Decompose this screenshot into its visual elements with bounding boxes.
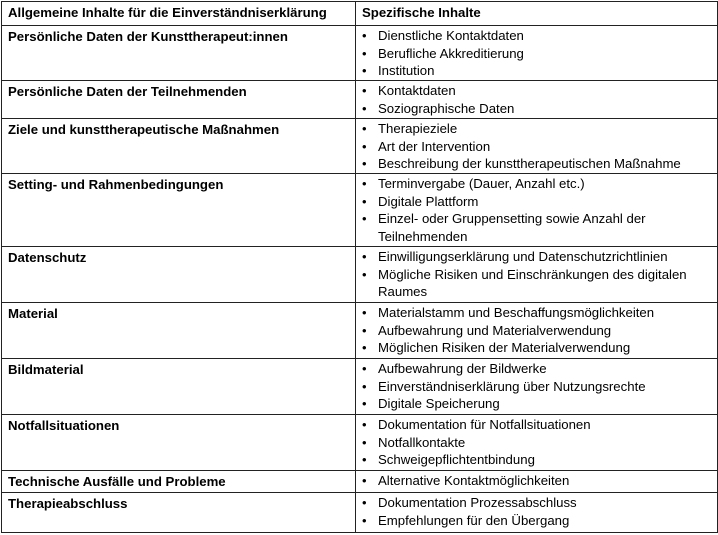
list-item-text: Soziographische Daten xyxy=(378,100,515,116)
bullet-icon: • xyxy=(362,211,367,226)
list-item xyxy=(360,451,711,469)
list-item xyxy=(360,82,711,100)
list-item xyxy=(360,248,711,266)
bullet-icon: • xyxy=(362,452,367,467)
specific-contents-cell xyxy=(356,81,718,119)
list-item-text: Alternative Kontaktmöglichkeiten xyxy=(378,473,570,488)
bullet-icon: • xyxy=(362,305,367,320)
bullet-icon: • xyxy=(362,512,367,528)
table-row xyxy=(2,119,718,174)
list-item-text: Kontaktdaten xyxy=(378,83,456,98)
list-item-text: Schweigepflichtentbindung xyxy=(378,452,535,467)
bullet-icon: • xyxy=(362,340,367,355)
list-item xyxy=(360,322,711,340)
list-item xyxy=(360,395,711,413)
table-row xyxy=(2,81,718,119)
specific-contents-cell xyxy=(356,247,718,303)
list-item xyxy=(360,512,711,530)
list-item xyxy=(360,175,711,193)
table-row xyxy=(2,247,718,303)
category-cell: Persönliche Daten der Teilnehmenden xyxy=(2,81,356,119)
list-item-text: Einverständniserklärung über Nutzungsrechte xyxy=(378,378,646,394)
category-cell: Ziele und kunsttherapeutische Maßnahmen xyxy=(2,119,356,174)
bullet-icon: • xyxy=(362,83,367,98)
list-item xyxy=(360,138,711,156)
specific-contents-cell xyxy=(356,174,718,247)
table-row xyxy=(2,26,718,81)
bullet-icon: • xyxy=(362,249,367,264)
bullet-list xyxy=(360,82,711,117)
specific-contents-cell xyxy=(356,26,718,81)
bullet-list xyxy=(360,120,711,173)
specific-contents-cell xyxy=(356,359,718,415)
bullet-icon: • xyxy=(362,176,367,191)
specific-contents-cell xyxy=(356,119,718,174)
bullet-list xyxy=(360,472,711,490)
table-header-row xyxy=(2,2,718,26)
bullet-icon: • xyxy=(362,396,367,411)
list-item-text: Terminvergabe (Dauer, Anzahl etc.) xyxy=(378,176,585,191)
list-item xyxy=(360,339,711,357)
list-item xyxy=(360,193,711,211)
list-item xyxy=(360,304,711,322)
table-row xyxy=(2,303,718,359)
table-row xyxy=(2,174,718,247)
list-item-text: Art der Intervention xyxy=(378,138,491,154)
bullet-icon: • xyxy=(362,193,367,209)
list-item xyxy=(360,434,711,452)
list-item-text: Beschreibung der kunsttherapeutischen Maßnahme xyxy=(378,156,681,171)
bullet-icon: • xyxy=(362,138,367,154)
list-item-text: Möglichen Risiken der Materialverwendung xyxy=(378,340,631,355)
list-item-text: Digitale Speicherung xyxy=(378,396,500,411)
bullet-icon: • xyxy=(362,361,367,376)
bullet-icon: • xyxy=(362,322,367,338)
list-item-text: Institution xyxy=(378,63,435,78)
list-item xyxy=(360,472,711,490)
list-item-text: Digitale Plattform xyxy=(378,193,479,209)
specific-contents-cell xyxy=(356,303,718,359)
category-cell: Setting- und Rahmenbedingungen xyxy=(2,174,356,247)
table-row xyxy=(2,415,718,471)
list-item xyxy=(360,62,711,80)
list-item xyxy=(360,416,711,434)
bullet-icon: • xyxy=(362,121,367,136)
list-item-text: Dokumentation für Notfallsituationen xyxy=(378,417,591,432)
bullet-icon: • xyxy=(362,63,367,78)
list-item-text: Aufbewahrung der Bildwerke xyxy=(378,361,547,376)
specific-contents-cell xyxy=(356,471,718,493)
list-item-text: Mögliche Risiken und Einschränkungen des digitalen Raumes xyxy=(378,266,687,299)
bullet-icon: • xyxy=(362,45,367,61)
specific-contents-cell xyxy=(356,493,718,533)
category-cell: Bildmaterial xyxy=(2,359,356,415)
list-item-text: Einzel- oder Gruppensetting sowie Anzahl der Teilnehmenden xyxy=(378,211,646,244)
column-header-general: Allgemeine Inhalte für die Einverständniserklärung xyxy=(2,2,356,26)
bullet-list xyxy=(360,360,711,413)
list-item-text: Empfehlungen für den Übergang xyxy=(378,512,570,528)
list-item xyxy=(360,120,711,138)
category-cell: Persönliche Daten der Kunsttherapeut:innen xyxy=(2,26,356,81)
bullet-list xyxy=(360,494,711,529)
bullet-icon: • xyxy=(362,266,367,282)
list-item xyxy=(360,378,711,396)
list-item-text: Notfallkontakte xyxy=(378,434,466,450)
bullet-list xyxy=(360,248,711,301)
bullet-icon: • xyxy=(362,28,367,43)
bullet-icon: • xyxy=(362,434,367,450)
column-header-specific: Spezifische Inhalte xyxy=(356,2,718,26)
list-item xyxy=(360,100,711,118)
list-item xyxy=(360,266,711,301)
bullet-icon: • xyxy=(362,473,367,488)
list-item xyxy=(360,155,711,173)
category-cell: Therapieabschluss xyxy=(2,493,356,533)
bullet-icon: • xyxy=(362,378,367,394)
bullet-icon: • xyxy=(362,417,367,432)
category-cell: Datenschutz xyxy=(2,247,356,303)
list-item xyxy=(360,27,711,45)
list-item-text: Therapieziele xyxy=(378,121,458,136)
category-cell: Material xyxy=(2,303,356,359)
list-item-text: Dokumentation Prozessabschluss xyxy=(378,495,577,510)
list-item-text: Berufliche Akkreditierung xyxy=(378,45,524,61)
list-item xyxy=(360,494,711,512)
bullet-icon: • xyxy=(362,495,367,510)
consent-contents-table xyxy=(1,1,718,533)
specific-contents-cell xyxy=(356,415,718,471)
list-item-text: Dienstliche Kontaktdaten xyxy=(378,28,524,43)
bullet-list xyxy=(360,304,711,357)
table-row xyxy=(2,471,718,493)
bullet-list xyxy=(360,27,711,80)
list-item xyxy=(360,360,711,378)
table-row xyxy=(2,493,718,533)
category-cell: Notfallsituationen xyxy=(2,415,356,471)
table-row xyxy=(2,359,718,415)
bullet-icon: • xyxy=(362,156,367,171)
bullet-icon: • xyxy=(362,100,367,116)
category-cell: Technische Ausfälle und Probleme xyxy=(2,471,356,493)
list-item-text: Aufbewahrung und Materialverwendung xyxy=(378,322,612,338)
list-item xyxy=(360,210,711,245)
list-item-text: Einwilligungserklärung und Datenschutzrichtlinien xyxy=(378,249,668,264)
list-item-text: Materialstamm und Beschaffungsmöglichkeiten xyxy=(378,305,655,320)
bullet-list xyxy=(360,175,711,245)
bullet-list xyxy=(360,416,711,469)
list-item xyxy=(360,45,711,63)
